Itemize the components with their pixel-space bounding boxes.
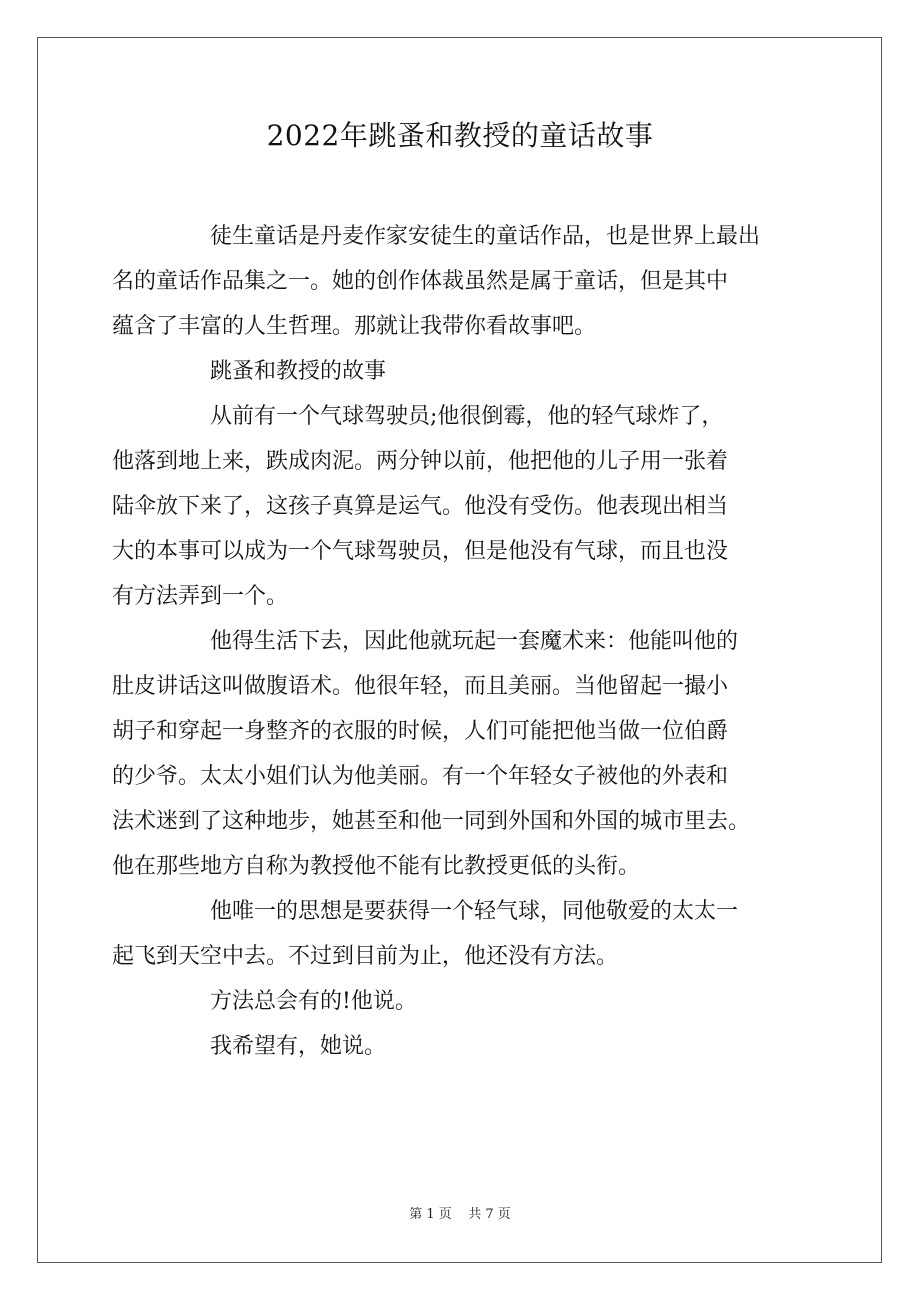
document-body <box>112 214 812 1069</box>
text-line: 有方法弄到一个。 <box>112 584 289 609</box>
paragraph-wish <box>112 889 812 979</box>
text-line: 胡子和穿起一身整齐的衣服的时候，人们可能把他当做一位伯爵 <box>112 719 729 744</box>
text-line: 我希望有，她说。 <box>210 1034 387 1059</box>
text-line: 跳蚤和教授的故事 <box>210 359 387 384</box>
text-line: 他得生活下去，因此他就玩起一套魔术来：他能叫他的 <box>210 629 739 654</box>
page-number-footer: 第 1 页 共 7 页 <box>409 1207 511 1222</box>
text-line: 方法总会有的!他说。 <box>210 989 417 1014</box>
text-line: 他唯一的思想是要获得一个轻气球，同他敬爱的太太一 <box>210 899 739 924</box>
text-line: 名的童话作品集之一。她的创作体裁虽然是属于童话，但是其中 <box>112 269 729 294</box>
text-line: 法术迷到了这种地步，她甚至和他一同到外国和外国的城市里去。 <box>112 809 751 834</box>
text-line: 从前有一个气球驾驶员;他很倒霉，他的轻气球炸了， <box>210 404 724 429</box>
text-line: 他在那些地方自称为教授他不能有比教授更低的头衔。 <box>112 854 641 879</box>
document-title: 2022年跳蚤和教授的童话故事 <box>266 119 654 152</box>
text-line: 大的本事可以成为一个气球驾驶员，但是他没有气球，而且也没 <box>112 539 729 564</box>
paragraph-balloonist <box>112 394 812 619</box>
text-line: 的少爷。太太小姐们认为他美丽。有一个年轻女子被他的外表和 <box>112 764 729 789</box>
paragraph-story-heading <box>112 349 812 394</box>
paragraph-dialogue-she <box>112 1024 812 1069</box>
text-line: 肚皮讲话这叫做腹语术。他很年轻，而且美丽。当他留起一撮小 <box>112 674 729 699</box>
text-line: 起飞到天空中去。不过到目前为止，他还没有方法。 <box>112 944 619 969</box>
paragraph-magician <box>112 619 812 889</box>
text-line: 蕴含了丰富的人生哲理。那就让我带你看故事吧。 <box>112 314 597 339</box>
text-line: 陆伞放下来了，这孩子真算是运气。他没有受伤。他表现出相当 <box>112 494 729 519</box>
paragraph-dialogue-he <box>112 979 812 1024</box>
text-line: 他落到地上来，跌成肉泥。两分钟以前，他把他的儿子用一张着 <box>112 449 729 474</box>
paragraph-intro <box>112 214 812 349</box>
text-line: 徒生童话是丹麦作家安徒生的童话作品，也是世界上最出 <box>210 224 761 249</box>
